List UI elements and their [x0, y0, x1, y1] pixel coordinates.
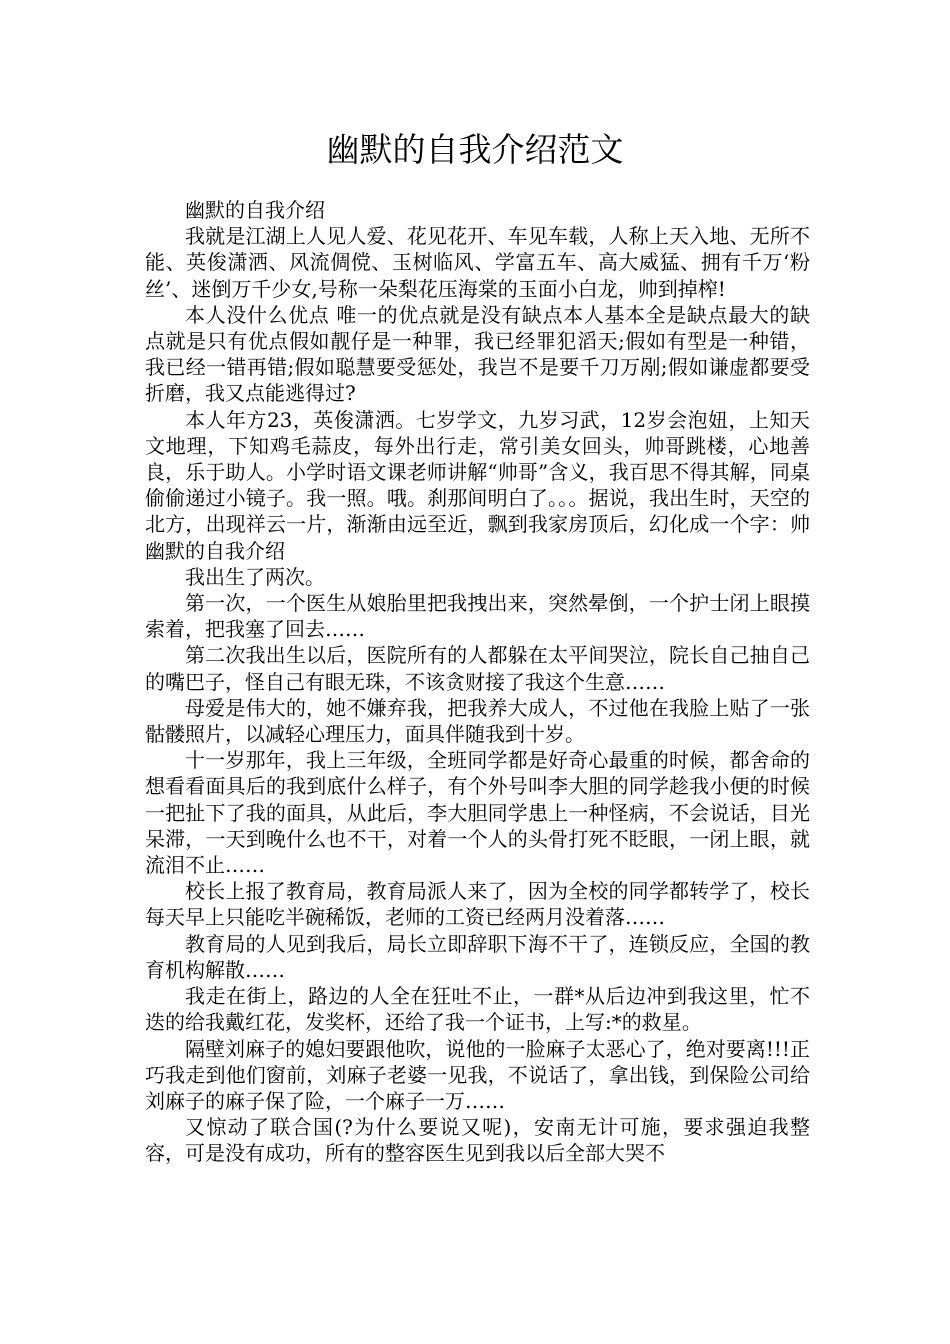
document-body	[145, 197, 850, 1167]
paragraph: 教育局的人见到我后，局长立即辞职下海不干了，连锁反应，全国的教育机构解散……	[145, 931, 810, 982]
paragraph: 我就是江湖上人见人爱、花见花开、车见车载，人称上天入地、无所不能、英俊潇洒、风流倜傥、玉树临风、学富五车、高大威猛、拥有千万‘粉丝’、迷倒万千少女,号称一朵梨花压海棠的玉面小白龙，帅到掉榨!	[145, 224, 810, 301]
paragraph: 幽默的自我介绍	[185, 198, 325, 222]
paragraph: 又惊动了联合国(?为什么要说又呢)，安南无计可施，要求强迫我整容，可是没有成功，所有的整容医生见到我以后全部大哭不	[145, 1115, 810, 1166]
paragraph: 本人没什么优点 唯一的优点就是没有缺点本人基本全是缺点最大的缺点就是只有优点假如靓仔是一种罪，我已经罪犯滔天;假如有型是一种错，我已经一错再错;假如聪慧要受惩处，我岂不是要千刀万剐;假如谦虚都要受折磨，我又点能逃得过?	[145, 302, 810, 406]
document-title: 幽默的自我介绍范文	[326, 130, 624, 169]
paragraph: 我走在街上，路边的人全在狂吐不止，一群*从后边冲到我这里，忙不迭的给我戴红花，发奖杯，还给了我一个证书，上写:*的救星。	[145, 984, 810, 1035]
paragraph: 校长上报了教育局，教育局派人来了，因为全校的同学都转学了，校长每天早上只能吃半碗稀饭，老师的工资已经两月没着落……	[145, 879, 810, 930]
paragraph: 隔壁刘麻子的媳妇要跟他吹，说他的一脸麻子太恶心了，绝对要离!!!正巧我走到他们窗前，刘麻子老婆一见我，不说话了，拿出钱，到保险公司给刘麻子的麻子保了险，一个麻子一万……	[145, 1036, 810, 1113]
paragraph: 十一岁那年，我上三年级，全班同学都是好奇心最重的时候，都舍命的想看看面具后的我到底什么样子，有个外号叫李大胆的同学趁我小便的时候一把扯下了我的面具，从此后，李大胆同学患上一种怪病，不会说话，目光呆滞，一天到晚什么也不干，对着一个人的头骨打死不眨眼，一闭上眼，就流泪不止……	[145, 748, 810, 878]
paragraph: 我出生了两次。	[185, 564, 325, 589]
paragraph: 第二次我出生以后，医院所有的人都躲在太平间哭泣，院长自己抽自己的嘴巴子，怪自己有眼无珠，不该贪财接了我这个生意……	[145, 643, 810, 694]
paragraph: 本人年方23，英俊潇洒。七岁学文，九岁习武，12岁会泡妞，上知天文地理，下知鸡毛蒜皮，每外出行走，常引美女回头，帅哥跳楼，心地善良，乐于助人。小学时语文课老师讲解“帅哥”含义，我百思不得其解，同桌偷偷递过小镜子。我一照。哦。刹那间明白了。。。据说，我出生时，天空的北方，出现祥云一片，渐渐由远至近，飘到我家房顶后，幻化成一个字：帅 幽默的自我介绍	[145, 407, 850, 563]
paragraph: 母爱是伟大的，她不嫌弃我，把我养大成人，不过他在我脸上贴了一张骷髅照片，以减轻心理压力，面具伴随我到十岁。	[145, 695, 810, 747]
paragraph: 第一次，一个医生从娘胎里把我拽出来，突然晕倒，一个护士闭上眼摸索着，把我塞了回去……	[145, 591, 810, 642]
